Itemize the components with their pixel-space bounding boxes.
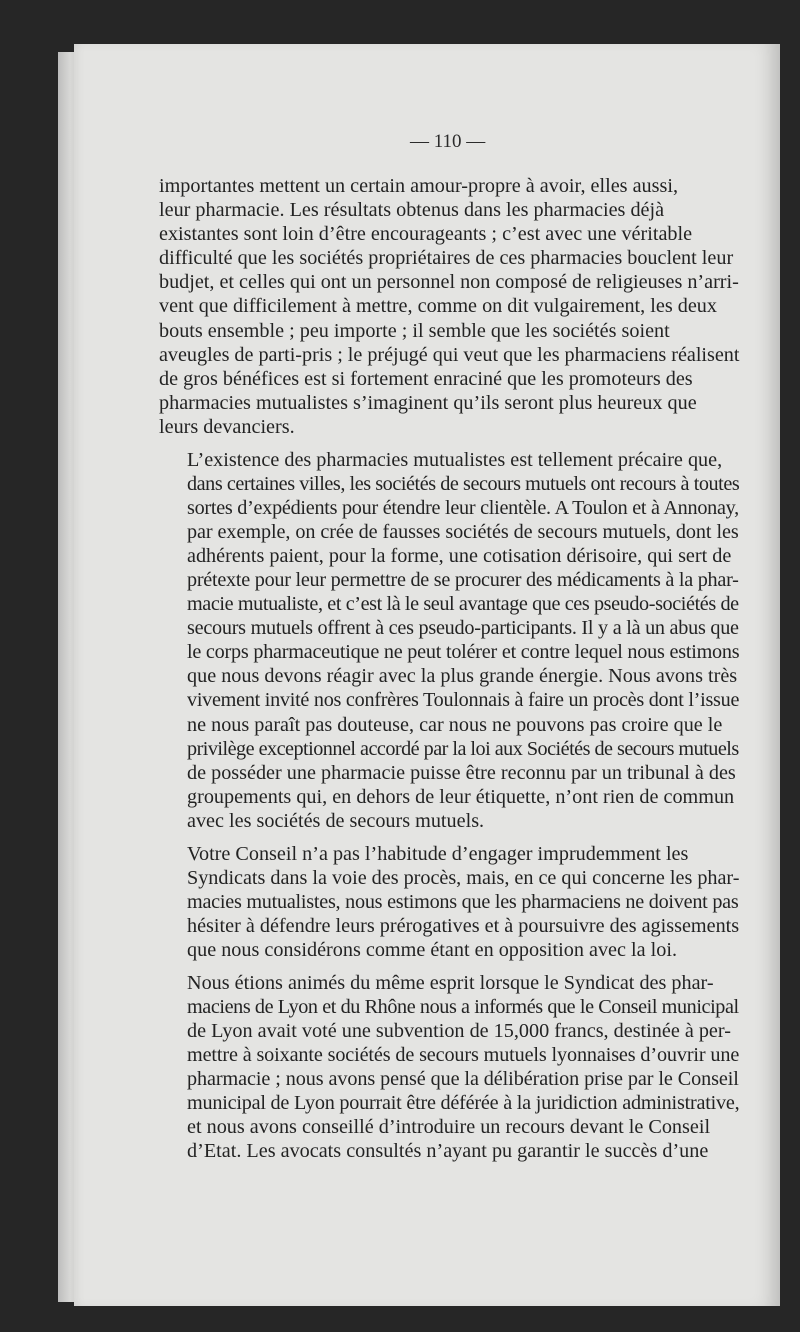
text-line: et nous avons conseillé d’introduire un recours devant le Conseil — [187, 1116, 711, 1139]
text-line: ne nous paraît pas douteuse, car nous ne pouvons pas croire que le — [187, 713, 723, 736]
text-line: prétexte pour leur permettre de se procurer des médicaments à la phar- — [187, 569, 739, 591]
page-number: — 110 — — [410, 131, 486, 152]
text-line: hésiter à défendre leurs prérogatives et à poursuivre des agissements — [187, 914, 740, 937]
text-line: macie mutualiste, et c’est là le seul avantage que ces pseudo-sociétés de — [187, 593, 739, 616]
paragraph-4 — [159, 971, 739, 1164]
text-line: par exemple, on crée de fausses sociétés de secours mutuels, dont les — [187, 520, 739, 543]
text-line: difficulté que les sociétés propriétaires de ces pharmacies bouclent leur — [159, 247, 734, 270]
text-line: dans certaines villes, les sociétés de secours mutuels ont recours à toutes — [187, 472, 740, 495]
text-line: bouts ensemble ; peu importe ; il semble que les sociétés soient — [159, 319, 670, 342]
text-line: pharmacie ; nous avons pensé que la délibération prise par le Conseil — [187, 1067, 739, 1090]
text-line: privilège exceptionnel accordé par la loi aux Sociétés de secours mutuels — [187, 737, 739, 760]
text-line: budjet, et celles qui ont un personnel non composé de religieuses n’arri- — [159, 271, 739, 294]
text-line: de gros bénéfices est si fortement enraciné que les promoteurs des — [159, 367, 693, 390]
text-line: vent que difficilement à mettre, comme on dit vulgairement, les deux — [159, 295, 717, 318]
text-line: de posséder une pharmacie puisse être reconnu par un tribunal à des — [187, 761, 736, 784]
text-line: leurs devanciers. — [159, 415, 295, 438]
text-line: le corps pharmaceutique ne peut tolérer et contre lequel nous estimons — [187, 641, 740, 664]
text-line: importantes mettent un certain amour-propre à avoir, elles aussi, — [159, 175, 678, 197]
text-line: secours mutuels offrent à ces pseudo-participants. Il y a là un abus que — [187, 617, 739, 640]
text-line: Votre Conseil n’a pas l’habitude d’engager imprudemment les — [187, 842, 689, 865]
paragraph-3 — [159, 842, 739, 962]
text-line: que nous considérons comme étant en opposition avec la loi. — [187, 938, 677, 961]
text-line: que nous devons réagir avec la plus grande énergie. Nous avons très — [187, 665, 738, 688]
text-line: aveugles de parti-pris ; le préjugé qui veut que les pharmaciens réalisent — [159, 343, 740, 366]
body-text — [159, 174, 739, 1172]
text-line: existantes sont loin d’être encourageants ; c’est avec une véritable — [159, 223, 693, 246]
text-line: macies mutualistes, nous estimons que les pharmaciens ne doivent pas — [187, 890, 739, 913]
paragraph-1 — [159, 174, 739, 439]
text-line: d’Etat. Les avocats consultés n’ayant pu garantir le succès d’une — [187, 1140, 709, 1163]
text-line: adhérents paient, pour la forme, une cotisation dérisoire, qui sert de — [187, 544, 732, 567]
text-line: Nous étions animés du même esprit lorsque le Syndicat des phar- — [187, 971, 714, 994]
paragraph-2 — [159, 448, 739, 834]
text-line: L’existence des pharmacies mutualistes est tellement précaire que, — [187, 448, 723, 471]
text-line: groupements qui, en dehors de leur étiquette, n’ont rien de commun — [187, 785, 735, 808]
text-line: sortes d’expédients pour étendre leur clientèle. A Toulon et à Annonay, — [187, 496, 739, 519]
text-line: leur pharmacie. Les résultats obtenus dans les pharmacies déjà — [159, 199, 665, 222]
text-line: avec les sociétés de secours mutuels. — [187, 809, 485, 832]
text-line: maciens de Lyon et du Rhône nous a informés que le Conseil municipal — [187, 995, 739, 1018]
text-line: de Lyon avait voté une subvention de 15,000 francs, destinée à per- — [187, 1019, 731, 1042]
text-line: mettre à soixante sociétés de secours mutuels lyonnaises d’ouvrir une — [187, 1043, 740, 1066]
text-line: municipal de Lyon pourrait être déférée à la juridiction administrative, — [187, 1091, 740, 1114]
text-line: vivement invité nos confrères Toulonnais à faire un procès dont l’issue — [187, 689, 740, 712]
text-line: pharmacies mutualistes s’imaginent qu’ils seront plus heureux que — [159, 391, 697, 414]
text-line: Syndicats dans la voie des procès, mais, en ce qui concerne les phar- — [187, 866, 740, 889]
